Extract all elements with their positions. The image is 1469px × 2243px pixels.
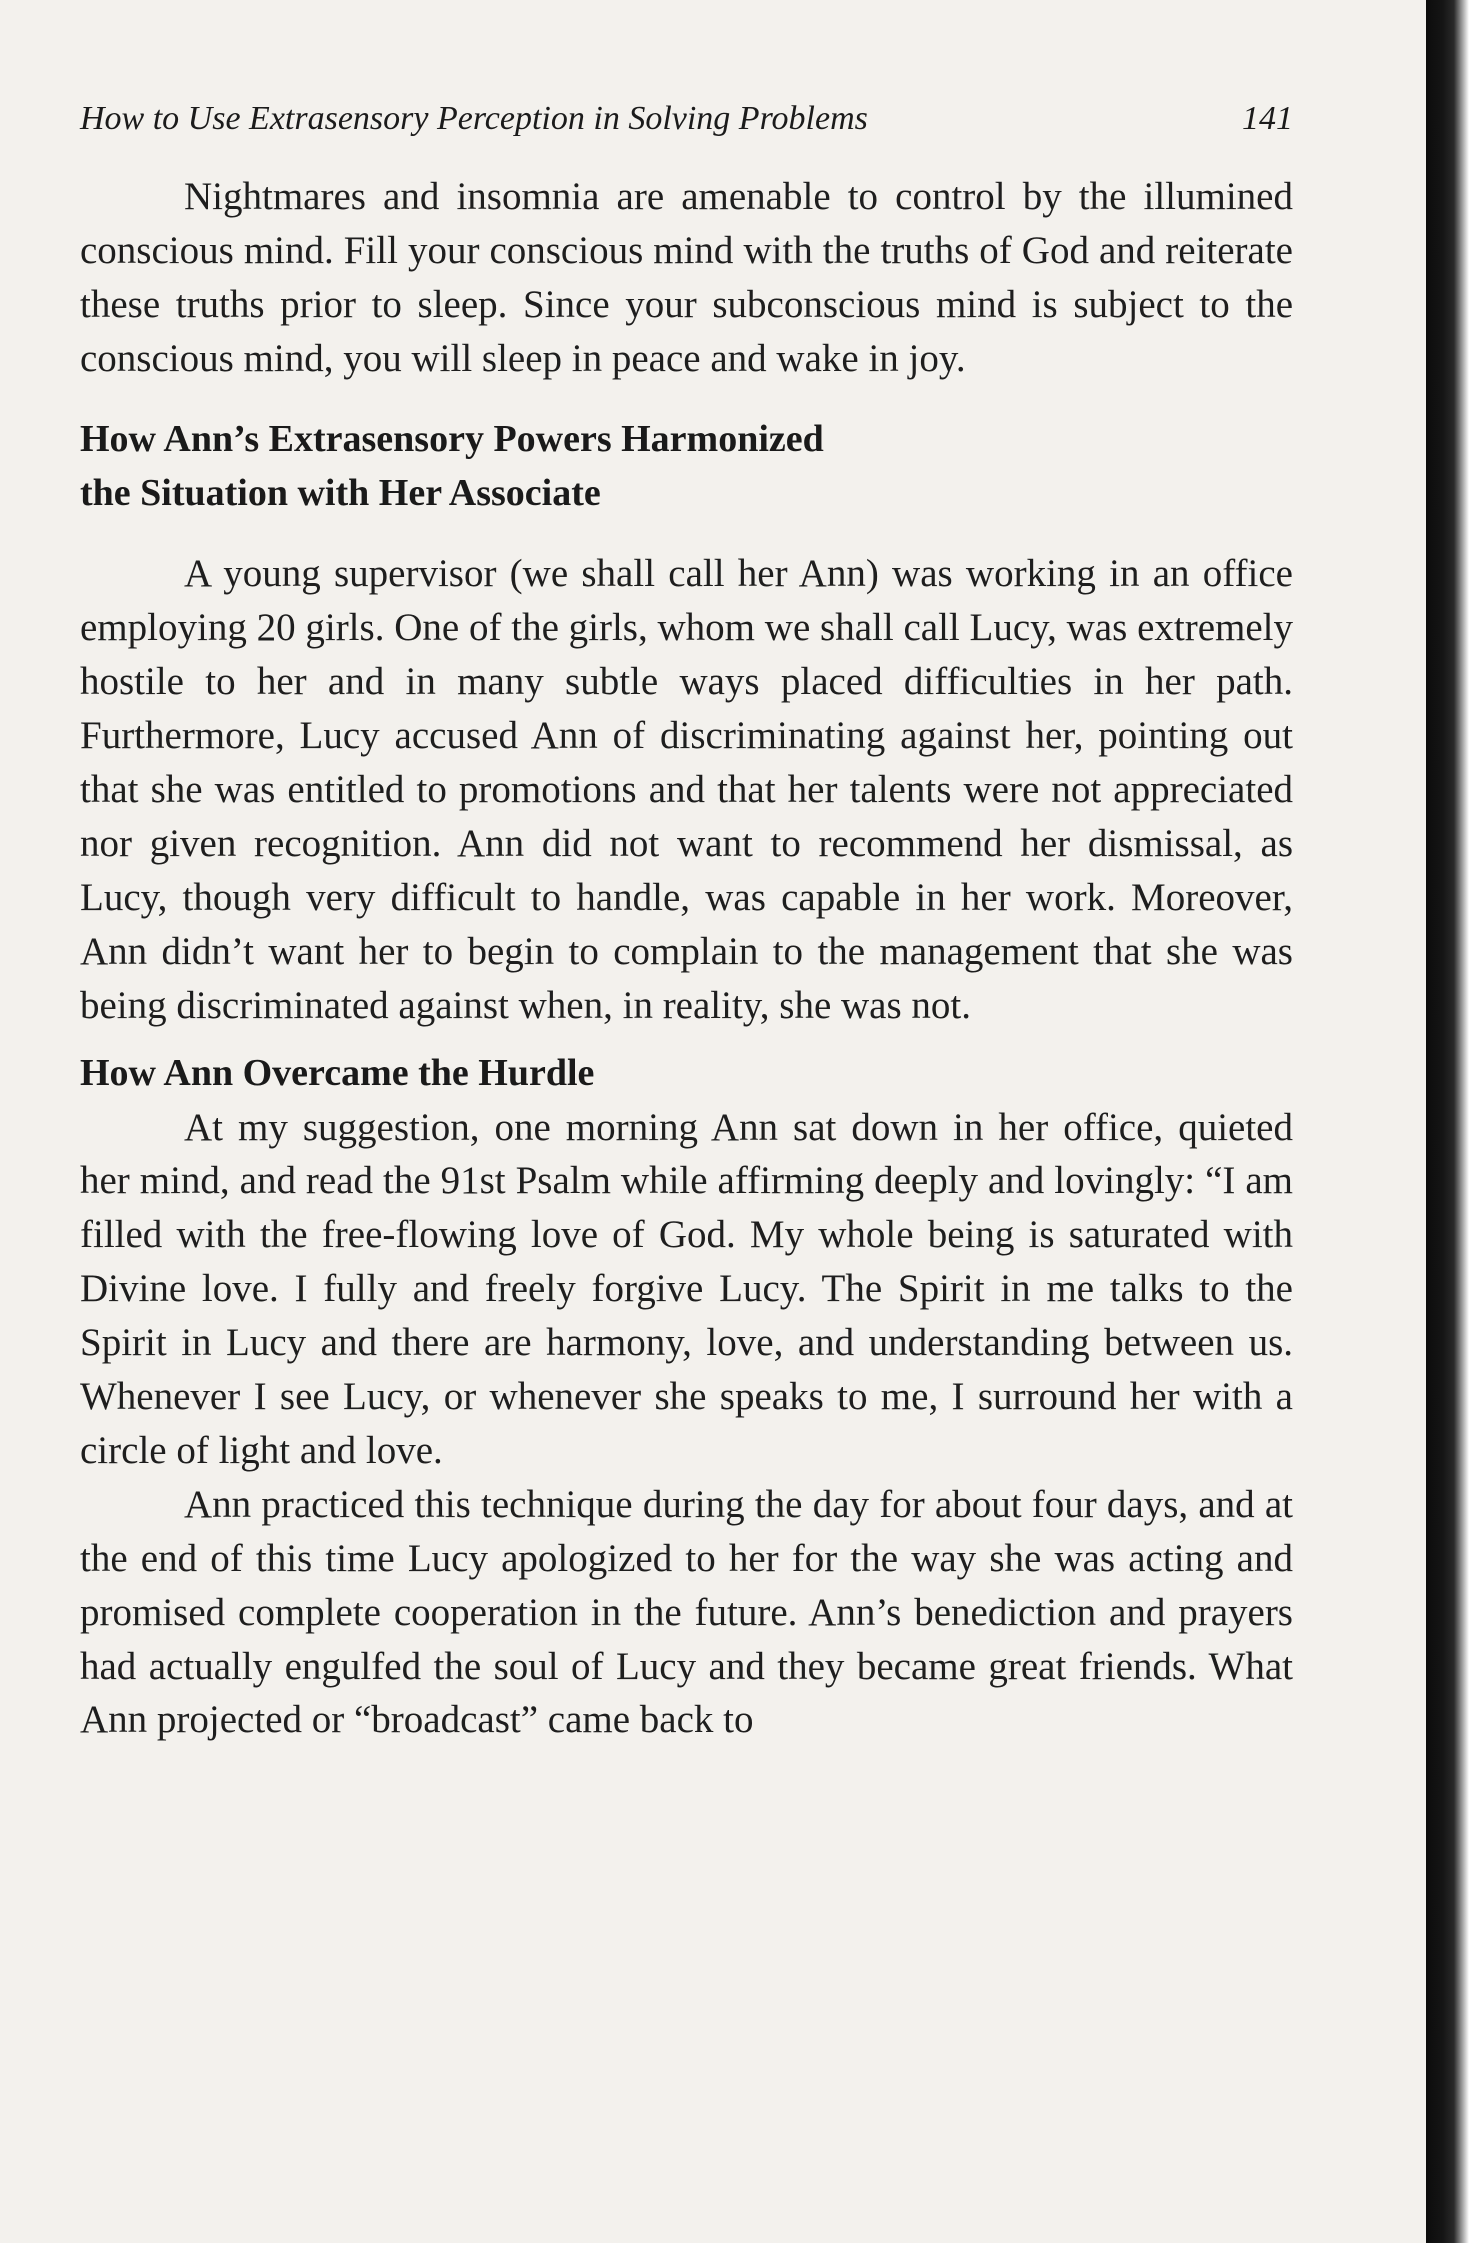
paragraph-nightmares: Nightmares and insomnia are amenable to control by the illumined conscious mind. Fill your conscious mind with the truths of God and reiterate these truths prior to sleep. Since your subconscious mind is subject to the conscious mind, you will sleep in peace and wake in joy.: [80, 175, 1293, 380]
binding-shadow: [1426, 0, 1469, 2243]
section-heading-line-2: the Situation with Her Associate: [80, 471, 601, 514]
running-head: [80, 100, 1293, 148]
section-heading-ann-powers: [80, 413, 1293, 521]
section-heading-ann-overcame: How Ann Overcame the Hurdle: [80, 1051, 595, 1094]
paragraph-young-supervisor: A young supervisor (we shall call her Ann) was working in an office employing 20 girls. One of the girls, whom we shall call Lucy, was extremely hostile to her and in many subtle ways placed difficulties in her path. Furthermore, Lucy accused Ann of discriminating against her, pointing out that she was entitled to promotions and that her talents were not appreciated nor given recognition. Ann did not want to recommend her dismissal, as Lucy, though very difficult to handle, was capable in her work. Moreover, Ann didn’t want her to begin to complain to the management that she was being discriminated against when, in reality, she was not.: [80, 552, 1293, 1027]
page-number: 141: [1242, 100, 1293, 137]
running-head-title: How to Use Extrasensory Perception in Solving Problems: [80, 100, 868, 137]
paragraph-suggestion: At my suggestion, one morning Ann sat down in her office, quieted her mind, and read the 91st Psalm while affirming deeply and lovingly: “I am filled with the free-flowing love of God. My whole being is saturated with Divine love. I fully and freely forgive Lucy. The Spirit in me talks to the Spirit in Lucy and there are harmony, love, and understanding between us. Whenever I see Lucy, or whenever she speaks to me, I surround her with a circle of light and love.: [80, 1105, 1293, 1472]
section-heading-line-1: How Ann’s Extrasensory Powers Harmonized: [80, 417, 824, 460]
paragraph-technique: Ann practiced this technique during the day for about four days, and at the end of this time Lucy apologized to her for the way she was acting and promised complete cooperation in the future. Ann’s benediction and prayers had actually engulfed the soul of Lucy and they became great friends. What Ann projected or “broadcast” came back to: [80, 1482, 1293, 1742]
body-text: [80, 170, 1293, 1747]
